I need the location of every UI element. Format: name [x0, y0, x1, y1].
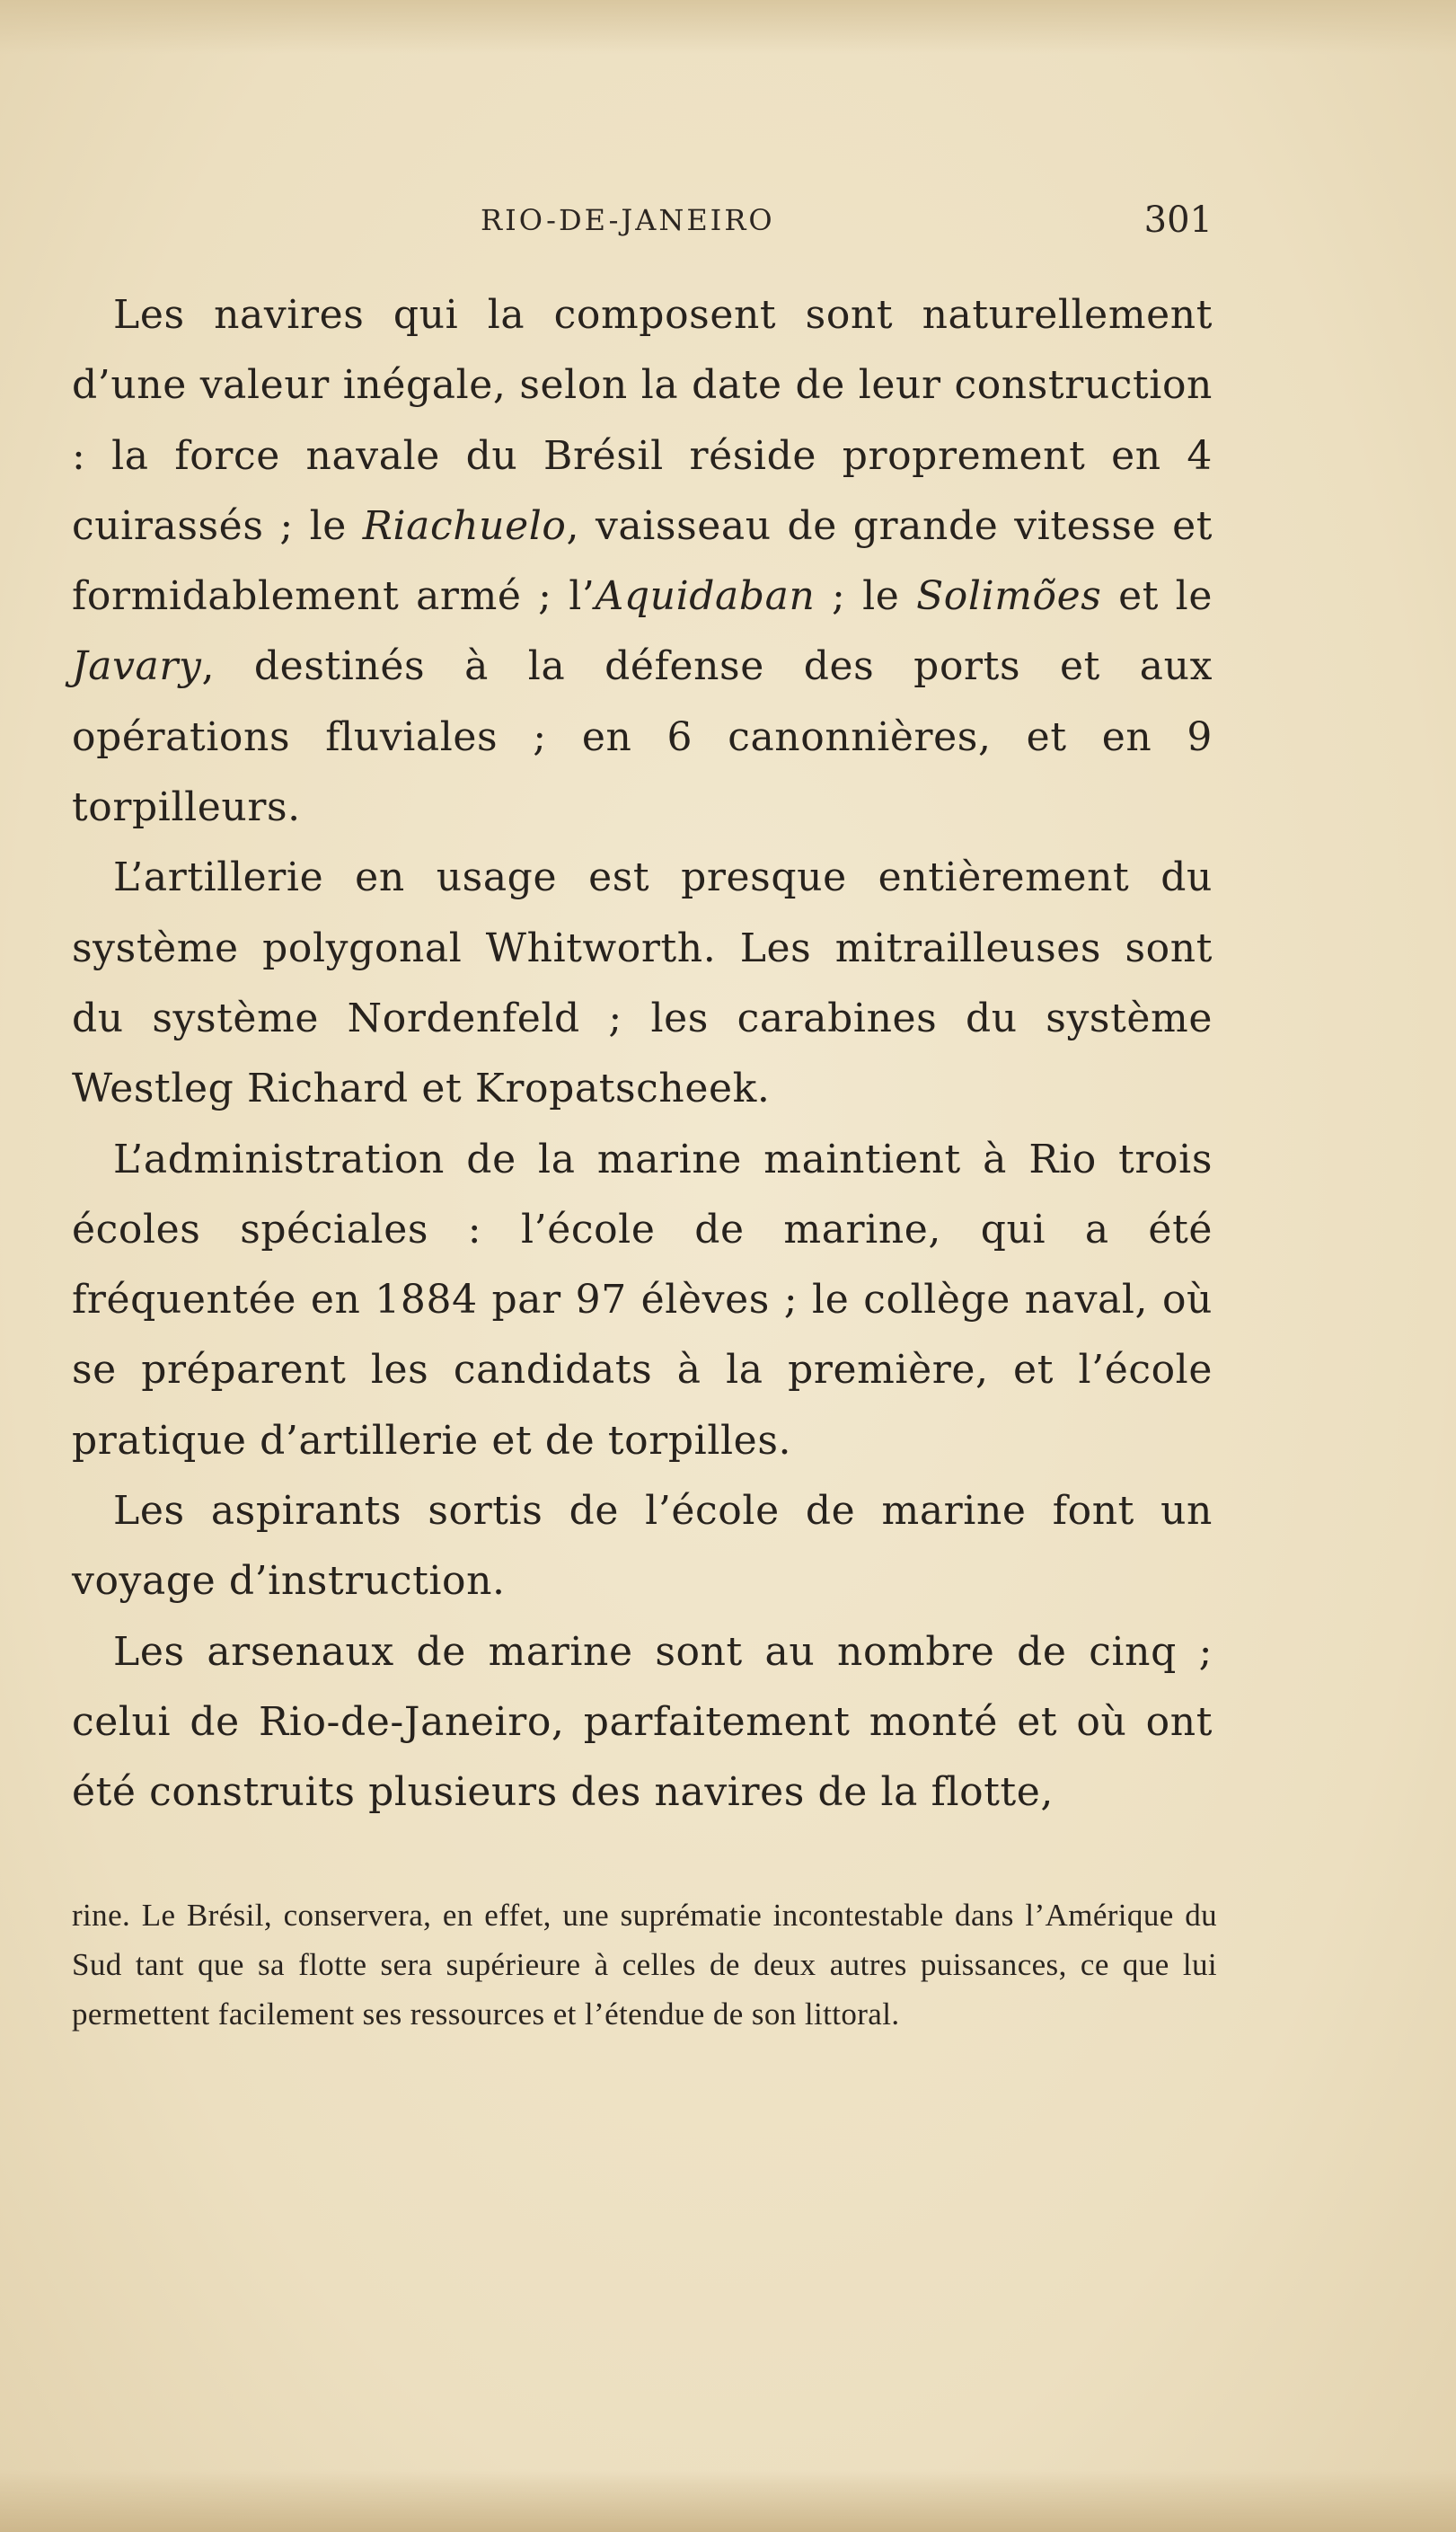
main-text	[72, 280, 1213, 1828]
paragraph-artillery: L’artillerie en usage est presque entièrement du système polygonal Whitworth. Les mitrailleuses sont du système Nordenfeld ; les carabines du système Westleg Richard et Kropatscheek.	[72, 854, 1213, 1112]
page-number: 301	[1143, 199, 1213, 241]
running-title: RIO-DE-JANEIRO	[481, 203, 775, 237]
paragraph-fleet-text-4: et le	[1101, 573, 1213, 620]
running-header	[72, 199, 1213, 248]
paragraph-fleet	[72, 280, 1213, 843]
paragraph-schools: L’administration de la marine maintient à Rio trois écoles spéciales : l’école de marine, qui a été fréquentée en 1884 par 97 élèves ; le collège naval, où se préparent les candidats à la première, et l’école pratique d’artillerie et de torpilles.	[72, 1136, 1213, 1464]
ship-name-javary: Javary	[72, 643, 202, 690]
ship-name-riachuelo: Riachuelo	[362, 502, 567, 549]
ship-name-aquidaban: Aquidaban	[595, 573, 816, 620]
paragraph-fleet-text-1: Les navires qui la composent sont naturellement d’une valeur inégale, selon la date de leur construction : la force navale du Brésil réside proprement en 4 cuirassés ; le	[72, 292, 1213, 549]
page-bottom-shadow	[0, 2469, 1456, 2532]
paragraph-fleet-text-2: , vaisseau de grande vitesse et formidablement armé ; l’	[72, 502, 1213, 620]
footnote-text: rine. Le Brésil, conservera, en effet, une suprématie incontestable dans l’Amérique du Sud tant que sa flotte sera supérieure à celles de deux autres puissances, ce que lui permettent facilement ses ressources et l’étendue de son littoral.	[72, 1898, 1217, 2032]
paragraph-fleet-text-3: ; le	[815, 573, 917, 620]
page-top-shadow	[0, 0, 1456, 54]
paragraph-arsenals: Les arsenaux de marine sont au nombre de cinq ; celui de Rio-de-Janeiro, parfaitement monté et où ont été construits plusieurs des navires de la flotte,	[72, 1628, 1213, 1816]
footnote	[72, 1890, 1217, 2039]
paragraph-cadets: Les aspirants sortis de l’école de marine font un voyage d’instruction.	[72, 1488, 1213, 1605]
ship-name-solimoes: Solimões	[916, 573, 1102, 620]
paragraph-fleet-text-5: , destinés à la défense des ports et aux opérations fluviales ; en 6 canonnières, et en 9 torpilleurs.	[72, 643, 1213, 831]
